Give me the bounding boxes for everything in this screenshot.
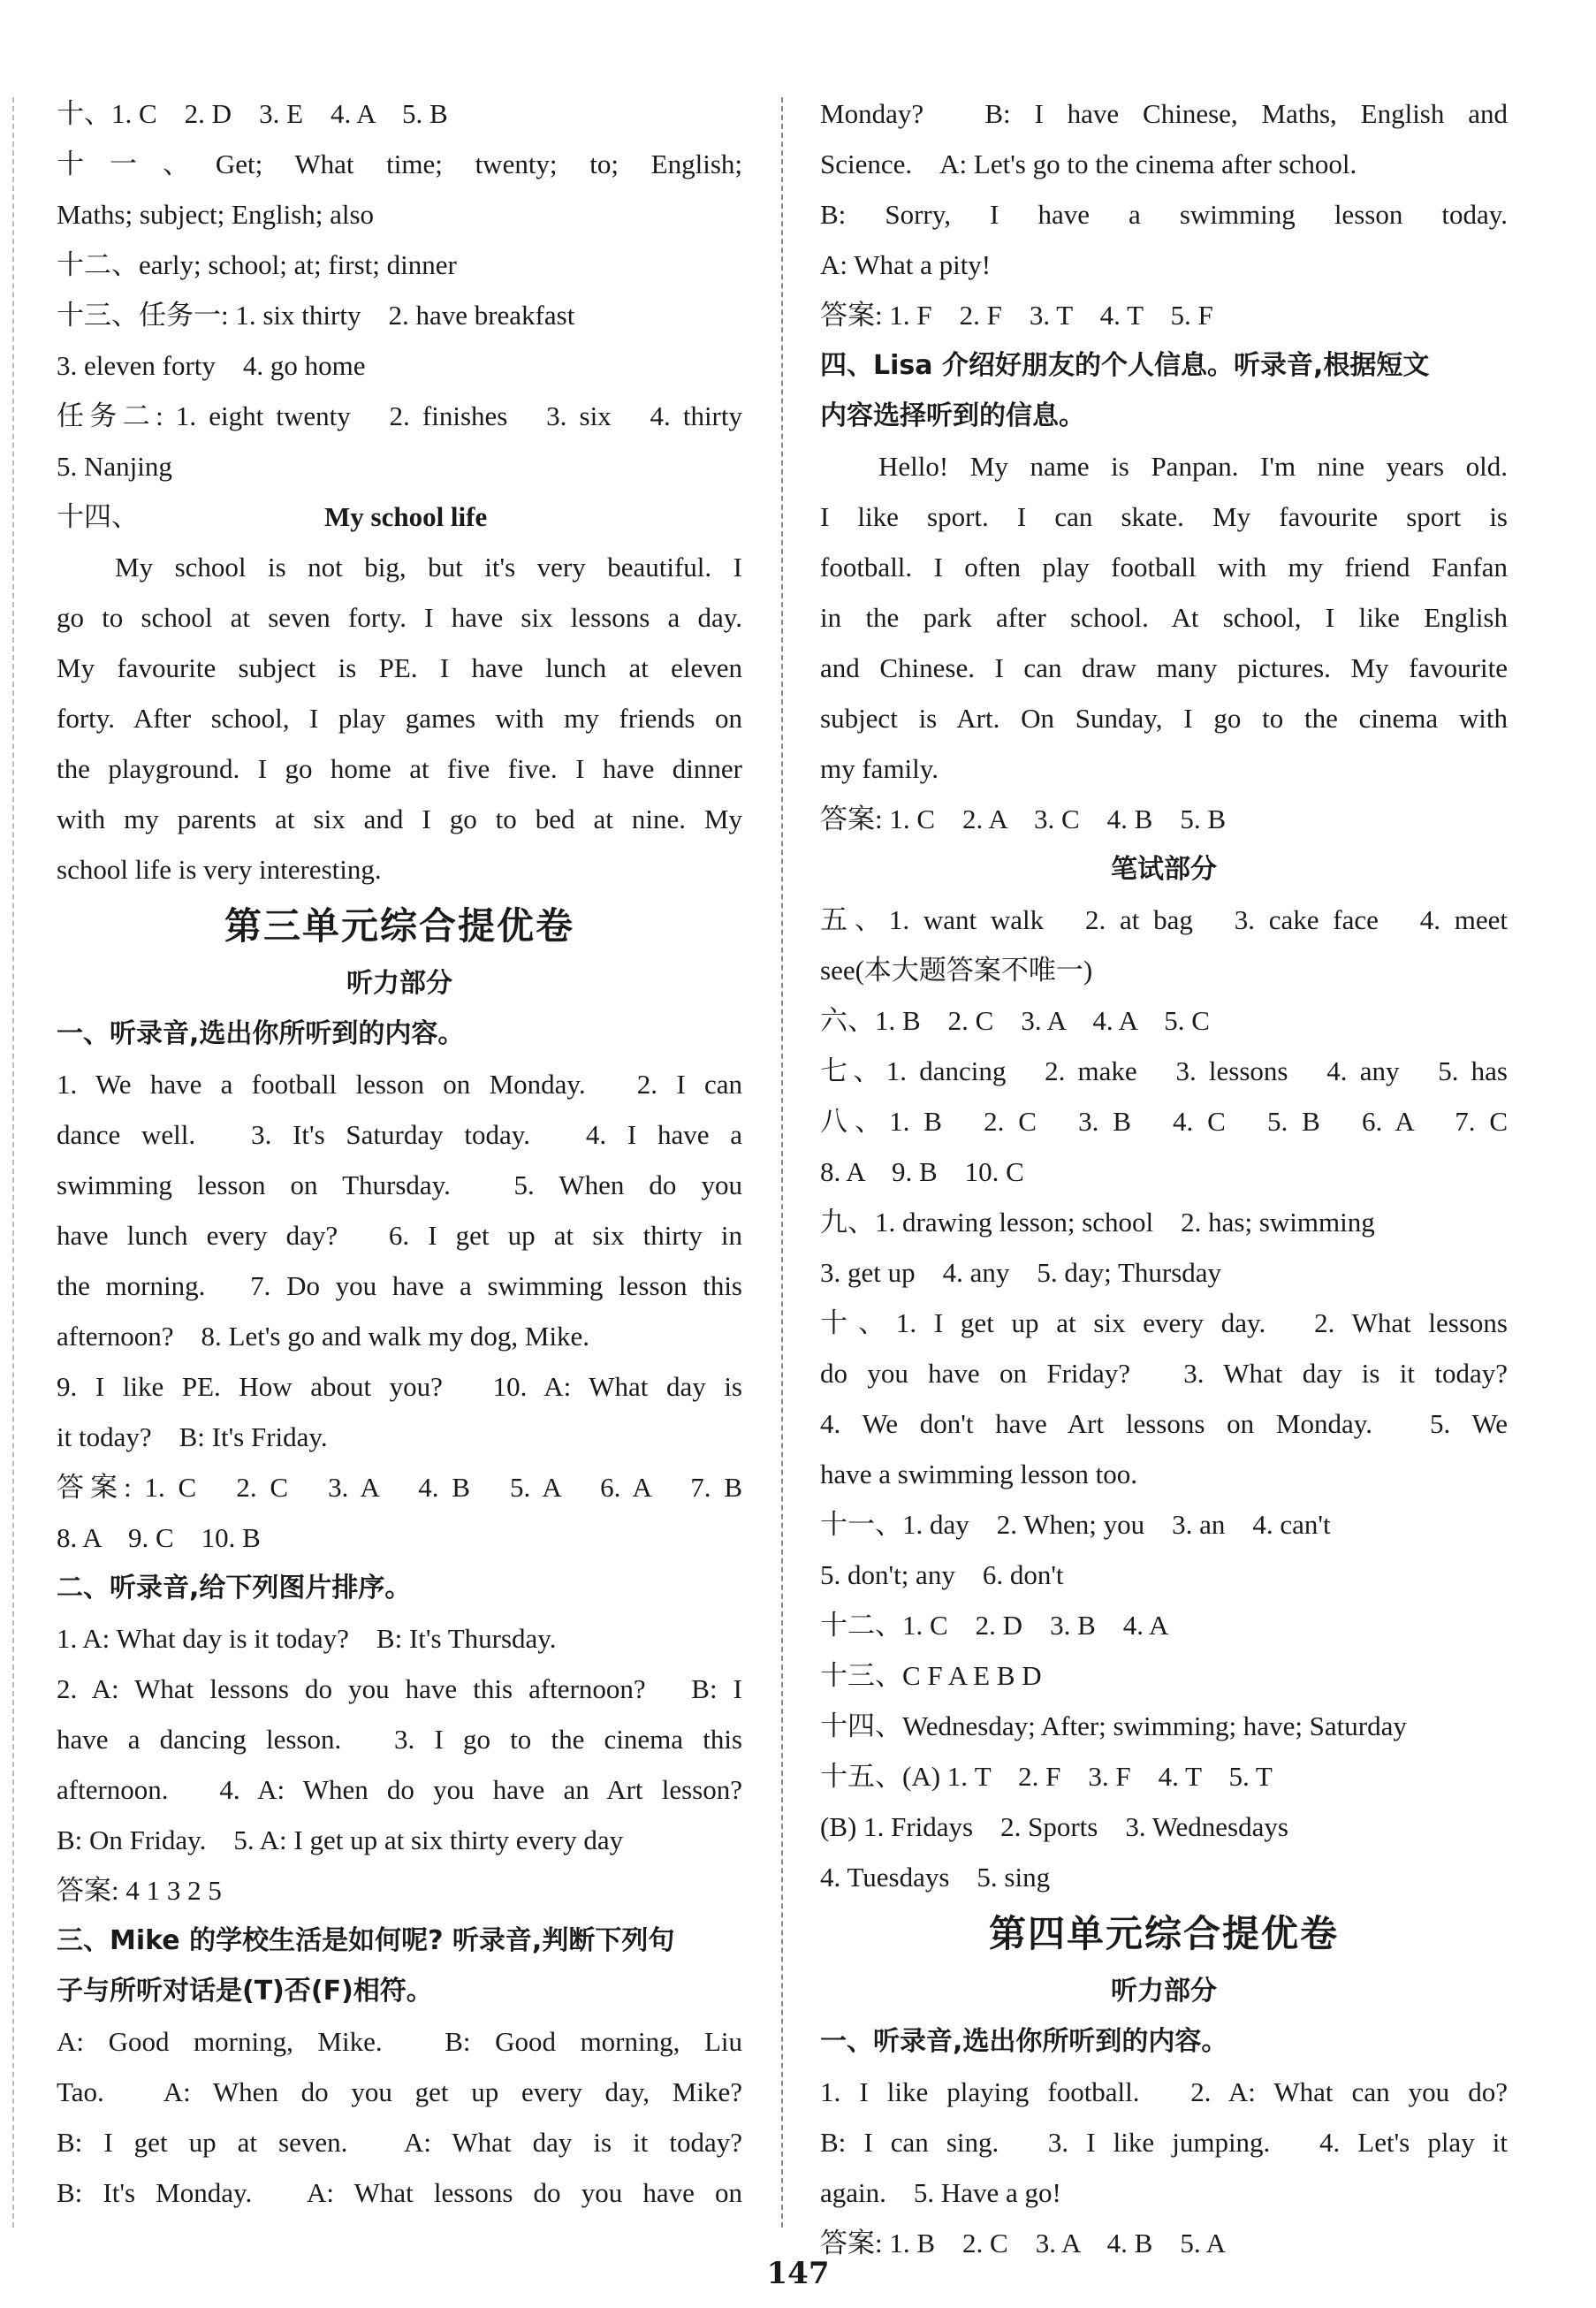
binding-edge-line: [12, 97, 14, 2228]
text-line: 2. A: What lessons do you have this afternoon? B: I: [57, 1673, 742, 1704]
text-line: 十二、early; school; at; first; dinner: [57, 249, 457, 280]
text-line: 十三、C F A E B D: [820, 1660, 1042, 1691]
text-line: B: Sorry, I have a swimming lesson today.: [820, 199, 1508, 230]
text-line: swimming lesson on Thursday. 5. When do you: [57, 1169, 742, 1200]
text-line: 8. A 9. B 10. C: [820, 1156, 1024, 1187]
text-line: 九、1. drawing lesson; school 2. has; swimming: [820, 1207, 1375, 1238]
text-line: 3. eleven forty 4. go home: [57, 350, 366, 381]
text-line: 答案: 1. C 2. C 3. A 4. B 5. A 6. A 7. B: [57, 1472, 742, 1503]
subsection-title: 听力部分: [1111, 1976, 1217, 2007]
text-line: (B) 1. Fridays 2. Sports 3. Wednesdays: [820, 1811, 1288, 1842]
text-line: 1. I like playing football. 2. A: What can you do?: [820, 2076, 1508, 2107]
question-heading: 四、Lisa 介绍好朋友的个人信息。听录音,根据短文: [820, 350, 1430, 381]
text-line: 十一、1. day 2. When; you 3. an 4. can't: [820, 1509, 1331, 1540]
text-line: 七、1. dancing 2. make 3. lessons 4. any 5. has: [820, 1055, 1508, 1086]
text-line: 十二、1. C 2. D 3. B 4. A: [820, 1610, 1169, 1641]
question-heading: 三、Mike 的学校生活是如何呢? 听录音,判断下列句: [57, 1925, 675, 1956]
text-line: 答案: 1. B 2. C 3. A 4. B 5. A: [820, 2228, 1227, 2258]
text-line: I like sport. I can skate. My favourite sport is: [820, 501, 1508, 532]
text-line: Science. A: Let's go to the cinema after school.: [820, 149, 1357, 179]
essay-title: My school life: [324, 501, 488, 532]
text-line: B: On Friday. 5. A: I get up at six thirty every day: [57, 1824, 624, 1855]
text-line: with my parents at six and I go to bed at nine. My: [57, 804, 742, 834]
text-line: in the park after school. At school, I like English: [820, 602, 1508, 633]
text-line: and Chinese. I can draw many pictures. My favourite: [820, 652, 1508, 683]
text-line: 9. I like PE. How about you? 10. A: What day is: [57, 1371, 742, 1402]
text-line: B: I can sing. 3. I like jumping. 4. Let's play it: [820, 2127, 1508, 2158]
text-line: 4. Tuesdays 5. sing: [820, 1862, 1051, 1893]
text-line: Maths; subject; English; also: [57, 199, 375, 230]
text-line: have a swimming lesson too.: [820, 1459, 1138, 1489]
right-column: [820, 88, 1508, 2268]
text-line: forty. After school, I play games with my friends on: [57, 703, 742, 734]
text-line: my family.: [820, 753, 939, 784]
text-line: Monday? B: I have Chinese, Maths, English and: [820, 98, 1508, 129]
text-line: 五、1. want walk 2. at bag 3. cake face 4. meet: [820, 904, 1508, 935]
question-heading: 二、听录音,给下列图片排序。: [57, 1573, 412, 1603]
left-column: [57, 88, 742, 2218]
text-line: afternoon. 4. A: When do you have an Art lesson?: [57, 1774, 742, 1805]
text-line: 十一、Get; What time; twenty; to; English;: [57, 149, 742, 179]
text-line: have a dancing lesson. 3. I go to the cinema this: [57, 1724, 742, 1755]
text-line: have lunch every day? 6. I get up at six thirty in: [57, 1220, 742, 1251]
text-line: 十三、任务一: 1. six thirty 2. have breakfast: [57, 300, 575, 331]
text-line: 十四、Wednesday; After; swimming; have; Saturday: [820, 1710, 1407, 1741]
text-line: Tao. A: When do you get up every day, Mike?: [57, 2076, 742, 2107]
text-line: [57, 491, 742, 542]
question-heading: 内容选择听到的信息。: [820, 400, 1085, 431]
text-line: 3. get up 4. any 5. day; Thursday: [820, 1257, 1222, 1288]
text-line: football. I often play football with my friend Fanfan: [820, 552, 1508, 583]
text-line: afternoon? 8. Let's go and walk my dog, Mike.: [57, 1321, 590, 1352]
text-line: 4. We don't have Art lessons on Monday. 5. We: [820, 1408, 1508, 1439]
section-title: 第四单元综合提优卷: [988, 1912, 1339, 1955]
text-line: 十、1. C 2. D 3. E 4. A 5. B: [57, 98, 448, 129]
text-line: subject is Art. On Sunday, I go to the cinema with: [820, 703, 1508, 734]
text-line: the morning. 7. Do you have a swimming lesson this: [57, 1270, 742, 1301]
item-number: 十四、: [57, 501, 139, 532]
text-line: 答案: 1. C 2. A 3. C 4. B 5. B: [820, 804, 1227, 834]
text-line: 5. don't; any 6. don't: [820, 1559, 1064, 1590]
text-line: 1. We have a football lesson on Monday. 2. I can: [57, 1069, 742, 1100]
text-line: A: Good morning, Mike. B: Good morning, Liu: [57, 2026, 742, 2057]
text-line: B: I get up at seven. A: What day is it today?: [57, 2127, 742, 2158]
text-line: 1. A: What day is it today? B: It's Thursday.: [57, 1623, 557, 1654]
question-heading: 一、听录音,选出你所听到的内容。: [57, 1018, 465, 1049]
text-line: see(本大题答案不唯一): [820, 955, 1093, 986]
text-line: it today? B: It's Friday.: [57, 1421, 328, 1452]
text-line: 答案: 4 1 3 2 5: [57, 1875, 222, 1906]
text-line: Hello! My name is Panpan. I'm nine years old.: [878, 451, 1508, 482]
text-line: dance well. 3. It's Saturday today. 4. I have a: [57, 1119, 742, 1150]
question-heading: 子与所听对话是(T)否(F)相符。: [57, 1976, 433, 2007]
text-line: 8. A 9. C 10. B: [57, 1522, 261, 1553]
text-line: 任务二: 1. eight twenty 2. finishes 3. six 4. thirty: [57, 400, 742, 431]
text-line: 5. Nanjing: [57, 451, 172, 482]
text-line: B: It's Monday. A: What lessons do you have on: [57, 2177, 742, 2208]
section-title: 第三单元综合提优卷: [224, 904, 574, 948]
text-line: 十五、(A) 1. T 2. F 3. F 4. T 5. T: [820, 1761, 1273, 1792]
question-heading: 一、听录音,选出你所听到的内容。: [820, 2026, 1228, 2057]
text-line: school life is very interesting.: [57, 854, 382, 885]
page-number: 147: [766, 2256, 830, 2291]
text-line: 十、1. I get up at six every day. 2. What lessons: [820, 1307, 1508, 1338]
text-line: do you have on Friday? 3. What day is it today?: [820, 1358, 1508, 1389]
subsection-title: 听力部分: [346, 968, 452, 999]
text-line: 六、1. B 2. C 3. A 4. A 5. C: [820, 1005, 1210, 1036]
subsection-title: 笔试部分: [1111, 854, 1217, 885]
text-line: go to school at seven forty. I have six lessons a day.: [57, 602, 742, 633]
text-line: My school is not big, but it's very beautiful. I: [115, 552, 742, 583]
text-line: 答案: 1. F 2. F 3. T 4. T 5. F: [820, 300, 1213, 331]
text-line: the playground. I go home at five five. I have dinner: [57, 753, 742, 784]
text-line: again. 5. Have a go!: [820, 2177, 1061, 2208]
column-divider: [781, 97, 783, 2228]
text-line: My favourite subject is PE. I have lunch at eleven: [57, 652, 742, 683]
text-line: A: What a pity!: [820, 249, 992, 280]
text-line: 八、1. B 2. C 3. B 4. C 5. B 6. A 7. C: [820, 1106, 1508, 1137]
